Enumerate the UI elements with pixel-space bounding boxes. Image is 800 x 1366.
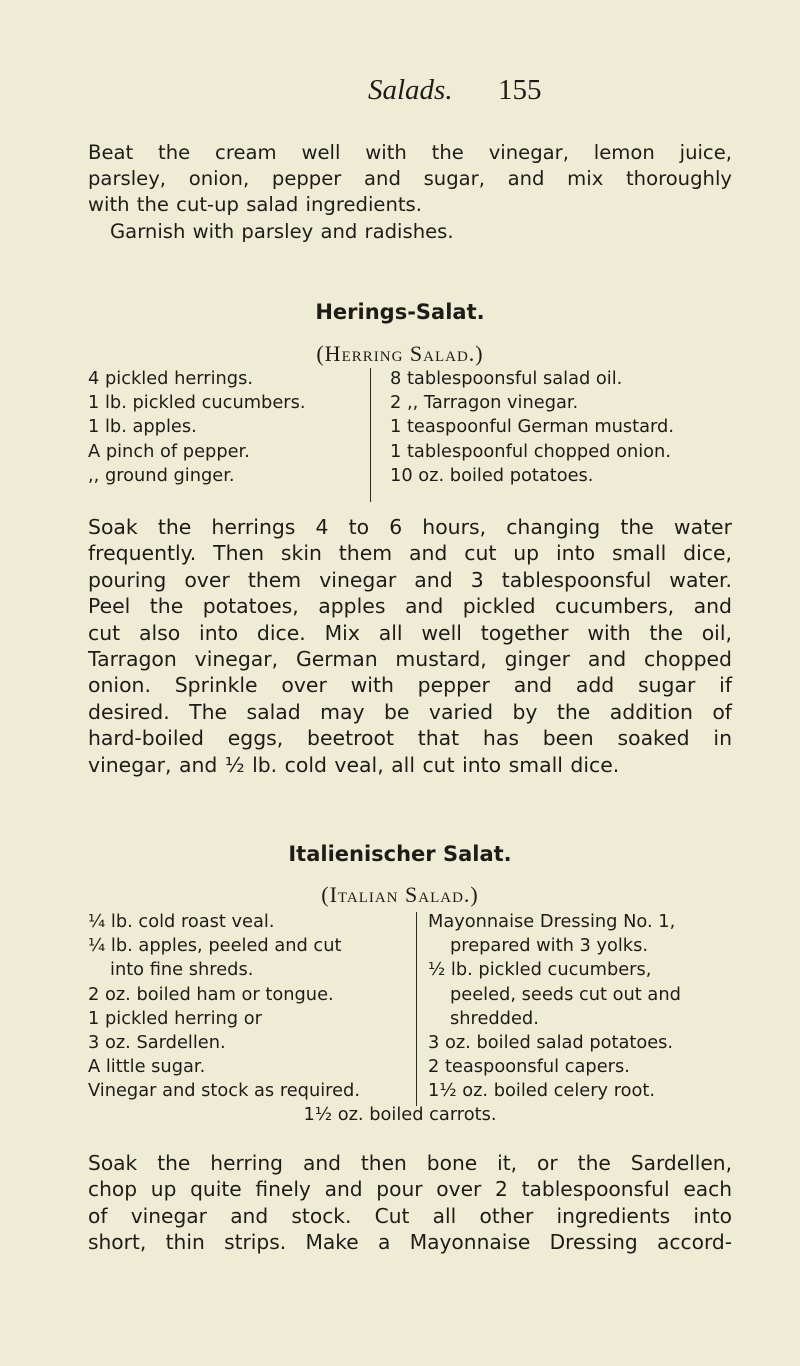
ingredient: 3 oz. Sardellen.	[88, 1032, 226, 1054]
ingredient: 10 oz. boiled potatoes.	[390, 464, 594, 486]
ingredient: 1 lb. pickled cucumbers.	[88, 392, 306, 414]
ingredient-centered: 1½ oz. boiled carrots.	[303, 1104, 497, 1125]
ingredient: 1 lb. apples.	[88, 416, 197, 438]
ingredient: A pinch of pepper.	[88, 440, 250, 462]
text-line: Beat the cream well with the vinegar, lemon juice,	[88, 141, 732, 164]
running-title: Salads.	[368, 74, 453, 106]
text-line: onion. Sprinkle over with pepper and add sugar if	[88, 673, 732, 698]
text-line: of vinegar and stock. Cut all other ingredients into	[88, 1203, 732, 1228]
ingredient: into fine shreds.	[110, 959, 254, 981]
page-number: 155	[498, 74, 542, 106]
garnish-line: Garnish with parsley and radishes.	[110, 219, 454, 243]
text-line: hard-boiled eggs, beetroot that has been soaked in	[88, 726, 732, 751]
column-divider	[416, 912, 417, 1106]
herring-method	[88, 514, 732, 778]
ingredient: A little sugar.	[88, 1056, 206, 1078]
text-line: parsley, onion, pepper and sugar, and mix thoroughly	[88, 167, 732, 191]
ingredient: 2 ,, Tarragon vinegar.	[390, 392, 579, 414]
intro-paragraph	[88, 140, 732, 245]
ingredient: 3 oz. boiled salad potatoes.	[428, 1032, 674, 1054]
ingredient: 1 teaspoonful German mustard.	[390, 416, 674, 438]
ingredient: ¼ lb. apples, peeled and cut	[88, 935, 342, 957]
ingredient: 1 tablespoonful chopped onion.	[390, 440, 671, 462]
ingredient: 1½ oz. boiled celery root.	[428, 1080, 656, 1102]
text-line: cut also into dice. Mix all well together with the oil,	[88, 620, 732, 645]
text-line: short, thin strips. Make a Mayonnaise Dressing accord-	[88, 1230, 732, 1255]
ingredient: shredded.	[450, 1007, 539, 1029]
page-header	[0, 74, 800, 114]
text-line: Soak the herrings 4 to 6 hours, changing the water	[88, 515, 732, 539]
text-line: with the cut-up salad ingredients.	[88, 193, 422, 217]
ingredient: Mayonnaise Dressing No. 1,	[428, 911, 676, 932]
column-divider	[370, 368, 371, 502]
ingredient: 2 teaspoonsful capers.	[428, 1056, 630, 1078]
text-line: Soak the herring and then bone it, or the Sardellen,	[88, 1151, 732, 1175]
herring-ingredients-right	[390, 367, 674, 488]
ingredient: ¼ lb. cold roast veal.	[88, 911, 275, 932]
ingredient: ½ lb. pickled cucumbers,	[428, 959, 652, 981]
ingredient: ,, ground ginger.	[88, 464, 235, 486]
ingredient: 2 oz. boiled ham or tongue.	[88, 983, 334, 1005]
herring-salad-subtitle: (Herring Salad.)	[316, 341, 484, 366]
italian-ingredients-left	[88, 910, 360, 1104]
ingredient: Vinegar and stock as required.	[88, 1080, 360, 1102]
text-line: frequently. Then skin them and cut up into small dice,	[88, 541, 732, 566]
text-line: Peel the potatoes, apples and pickled cucumbers, and	[88, 594, 732, 619]
italian-ingredients-right	[428, 910, 681, 1104]
ingredient: prepared with 3 yolks.	[450, 935, 649, 957]
ingredient: peeled, seeds cut out and	[450, 983, 681, 1005]
text-line: pouring over them vinegar and 3 tablespoonsful water.	[88, 567, 732, 592]
ingredient: 8 tablespoonsful salad oil.	[390, 368, 623, 389]
italian-salad-subtitle: (Italian Salad.)	[321, 882, 479, 907]
herring-ingredients-left	[88, 367, 305, 488]
text-line: vinegar, and ½ lb. cold veal, all cut into small dice.	[88, 752, 620, 777]
herring-salad-title: Herings-Salat.	[315, 300, 485, 324]
italian-salad-title: Italienischer Salat.	[288, 842, 512, 866]
text-line: desired. The salad may be varied by the addition of	[88, 699, 732, 724]
text-line: Tarragon vinegar, German mustard, ginger and chopped	[88, 647, 732, 672]
italian-method	[88, 1150, 732, 1256]
text-line: chop up quite finely and pour over 2 tablespoonsful each	[88, 1177, 732, 1202]
ingredient: 4 pickled herrings.	[88, 368, 254, 389]
ingredient: 1 pickled herring or	[88, 1007, 262, 1029]
